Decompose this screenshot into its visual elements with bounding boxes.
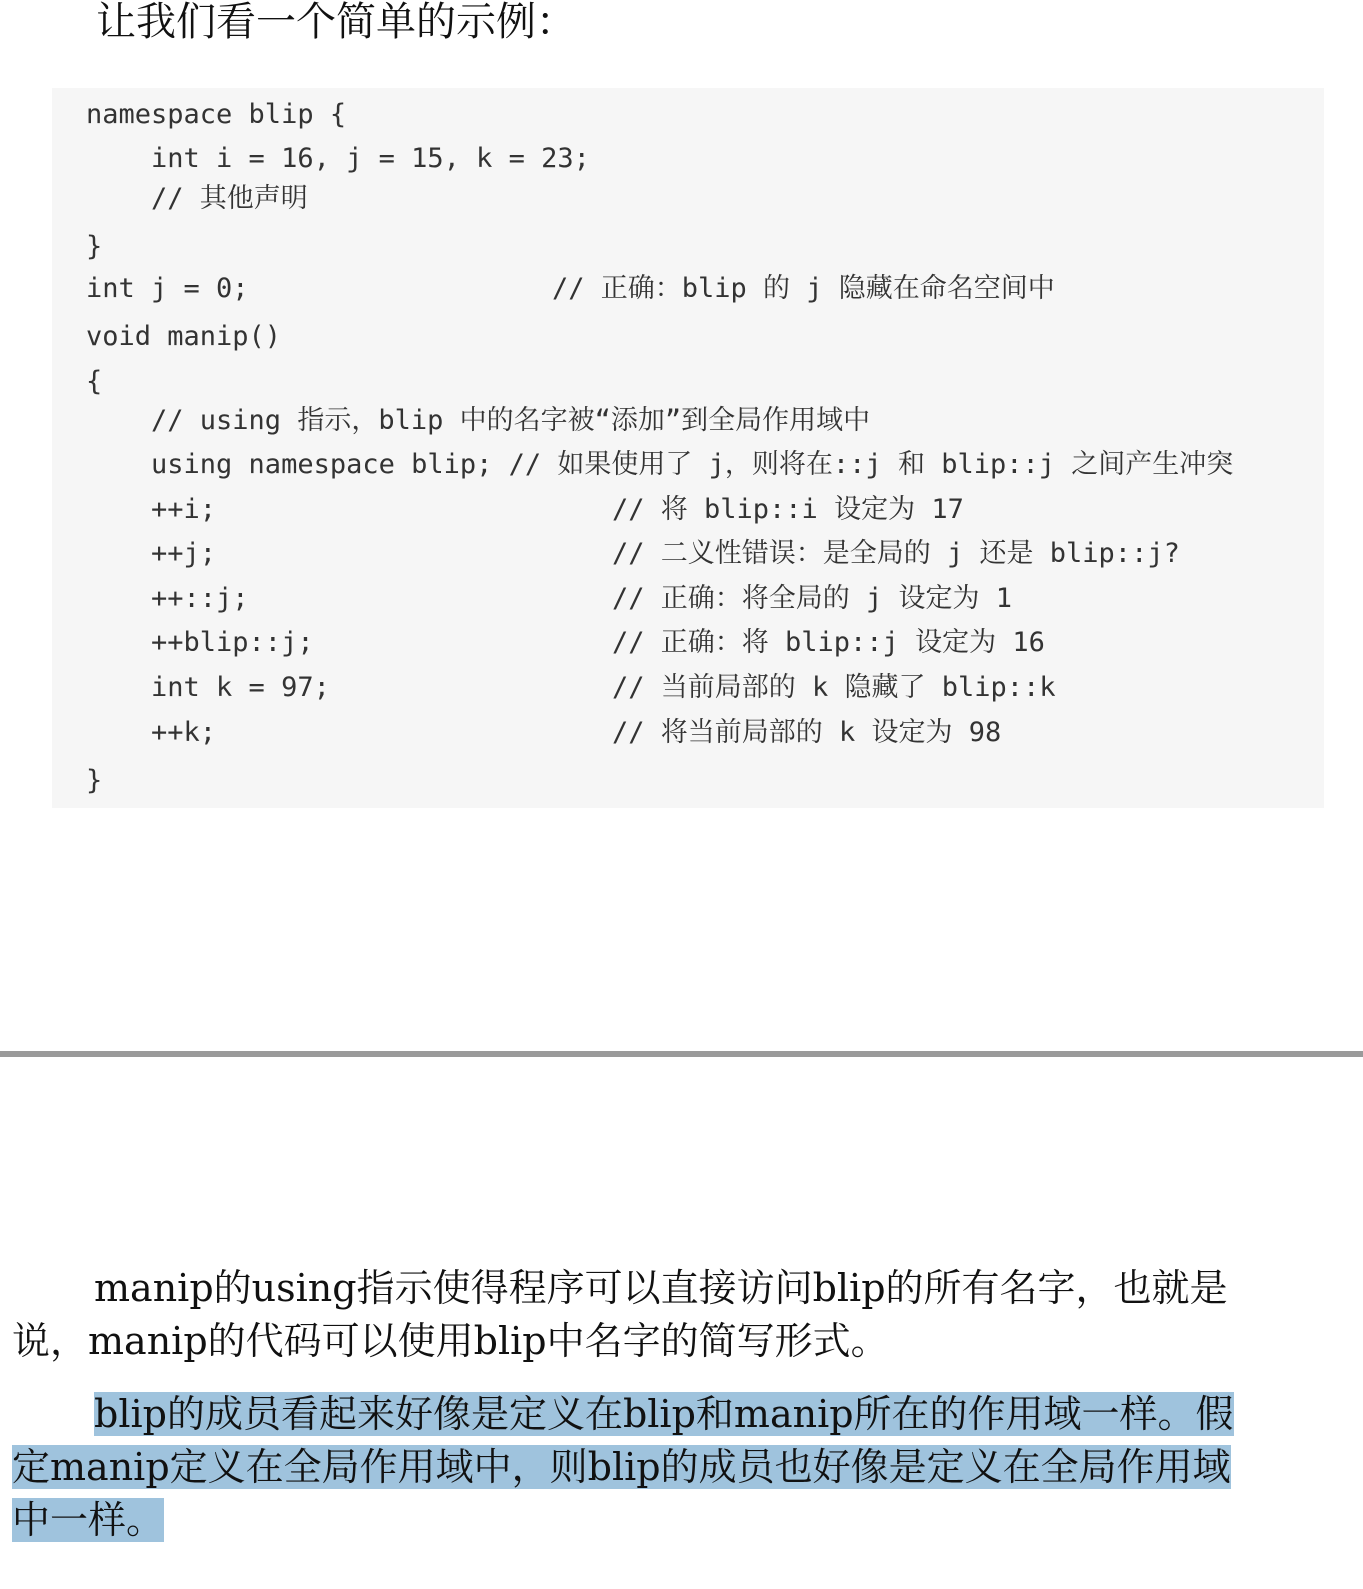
code-line: ++i; [86, 494, 217, 525]
paragraph-line: manip的using指示使得程序可以直接访问blip的所有名字，也就是 [94, 1266, 1228, 1310]
code-line: ++k; [86, 717, 217, 748]
code-line: // using 指示，blip 中的名字被“添加”到全局作用域中 [86, 405, 871, 436]
highlighted-line: 中一样。 [12, 1498, 165, 1542]
code-comment: // 将当前局部的 k 设定为 98 [612, 717, 1002, 748]
highlighted-line: 定manip定义在全局作用域中，则blip的成员也好像是定义在全局作用域 [12, 1445, 1231, 1489]
code-line: } [86, 231, 103, 262]
code-comment: // 将 blip::i 设定为 17 [612, 494, 964, 525]
code-comment: // 正确：blip 的 j 隐藏在命名空间中 [552, 273, 1055, 304]
code-line: ++j; [86, 538, 217, 569]
intro-text: 让我们看一个简单的示例： [96, 0, 576, 45]
page-divider [0, 1051, 1363, 1057]
code-line: int i = 16, j = 15, k = 23; [86, 143, 590, 174]
highlighted-line: blip的成员看起来好像是定义在blip和manip所在的作用域一样。假 [94, 1392, 1234, 1436]
paragraph-1 [12, 1262, 1342, 1368]
code-comment: // 正确：将 blip::j 设定为 16 [612, 627, 1045, 658]
code-comment: // 二义性错误：是全局的 j 还是 blip::j? [612, 538, 1180, 569]
code-line: void manip() [86, 321, 282, 352]
code-line: using namespace blip; // 如果使用了 j，则将在::j 和 blip::j 之间产生冲突 [86, 449, 1234, 480]
code-line: int j = 0; [86, 273, 249, 304]
code-line: } [86, 765, 103, 796]
code-comment: // 正确：将全局的 j 设定为 1 [612, 583, 1013, 614]
code-line: namespace blip { [86, 99, 347, 130]
code-line: ++blip::j; [86, 627, 314, 658]
paragraph-line: 说，manip的代码可以使用blip中名字的简写形式。 [12, 1319, 889, 1363]
code-comment: // 当前局部的 k 隐藏了 blip::k [612, 672, 1056, 703]
code-line: ++::j; [86, 583, 249, 614]
code-line: { [86, 366, 103, 397]
code-block [52, 88, 1324, 808]
code-line: int k = 97; [86, 672, 330, 703]
paragraph-2-highlighted [12, 1388, 1342, 1547]
code-line: // 其他声明 [86, 183, 308, 214]
